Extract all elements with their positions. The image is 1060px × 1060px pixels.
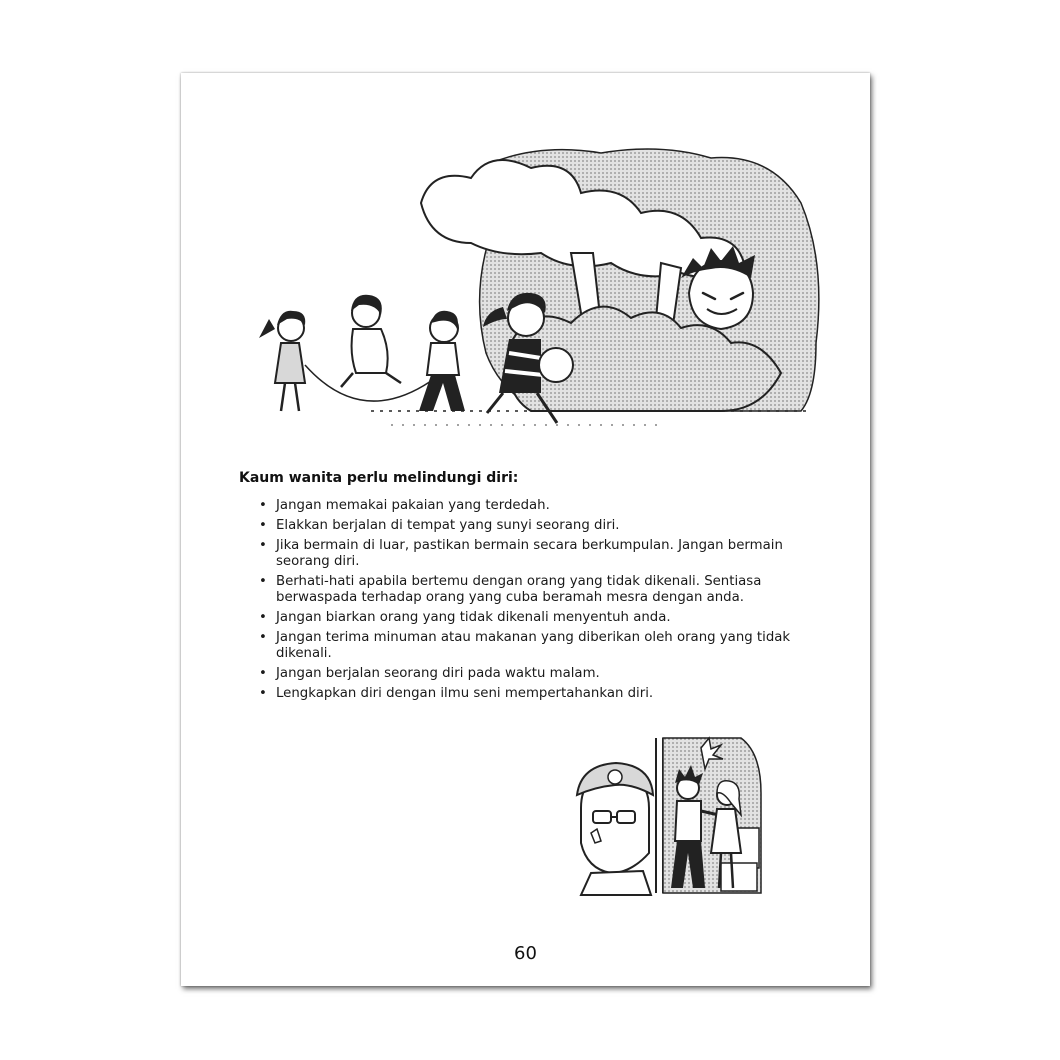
boy-witness	[577, 763, 653, 895]
bullet: •	[259, 518, 267, 533]
bullet: •	[259, 538, 267, 553]
section-heading: Kaum wanita perlu melindungi diri:	[239, 470, 519, 486]
bullet: •	[259, 498, 267, 513]
box	[721, 863, 757, 891]
list-item	[257, 498, 802, 514]
list-item	[257, 518, 802, 534]
child-boy-rope-right	[419, 311, 465, 411]
tip-text: Jangan terima minuman atau makanan yang diberikan oleh orang yang tidak dikenali.	[276, 630, 791, 661]
bullet: •	[259, 574, 267, 589]
wall-frame	[656, 738, 663, 893]
ball	[539, 348, 573, 382]
list-item	[257, 666, 802, 682]
book-page	[181, 73, 870, 986]
child-girl-jumping	[341, 295, 401, 387]
list-item	[257, 574, 802, 606]
bullet: •	[259, 610, 267, 625]
tip-text: Jika bermain di luar, pastikan bermain secara berkumpulan. Jangan bermain seorang diri.	[276, 538, 783, 569]
tip-text: Jangan berjalan seorang diri pada waktu malam.	[276, 666, 600, 681]
safety-tips-list	[257, 498, 802, 706]
illustration-children-playing	[241, 143, 821, 453]
illustration-witness-harassment	[571, 733, 771, 898]
tip-text: Elakkan berjalan di tempat yang sunyi seorang diri.	[276, 518, 620, 533]
bullet: •	[259, 666, 267, 681]
tip-text: Berhati-hati apabila bertemu dengan orang yang tidak dikenali. Sentiasa berwaspada terhadap orang yang cuba beramah mesra dengan anda.	[276, 574, 762, 605]
tip-text: Jangan biarkan orang yang tidak dikenali menyentuh anda.	[276, 610, 671, 625]
tip-text: Lengkapkan diri dengan ilmu seni mempertahankan diri.	[276, 686, 654, 701]
list-item	[257, 630, 802, 662]
list-item	[257, 538, 802, 570]
list-item	[257, 686, 802, 702]
child-girl-rope-left	[259, 311, 305, 411]
page-number: 60	[514, 943, 537, 964]
bullet: •	[259, 630, 267, 645]
bullet: •	[259, 686, 267, 701]
list-item	[257, 610, 802, 626]
tip-text: Jangan memakai pakaian yang terdedah.	[276, 498, 550, 513]
